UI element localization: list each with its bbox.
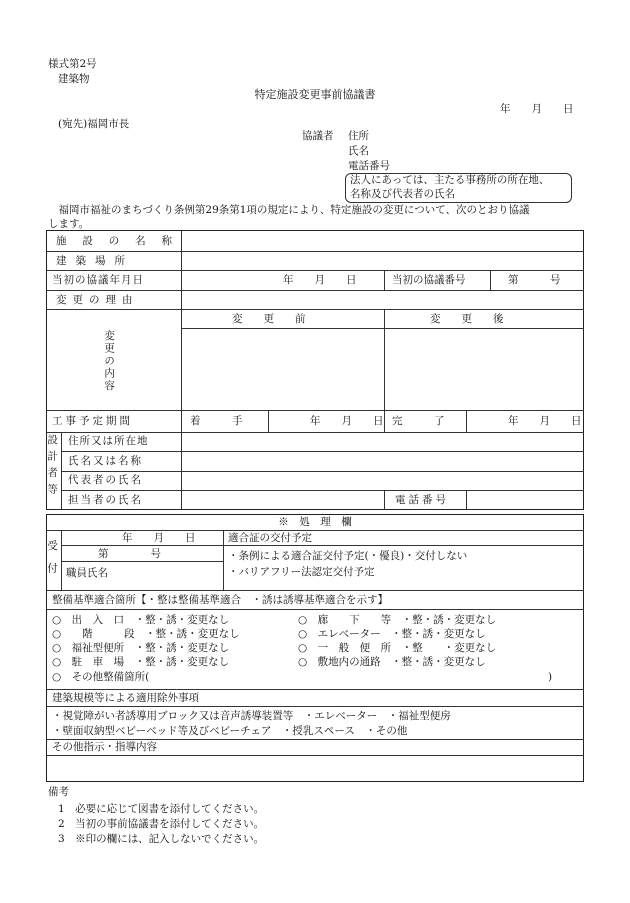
note-item-3: 3 ※印の欄には、記入しないでください。 <box>58 833 265 845</box>
phone-number-label: 電話番号 <box>395 494 449 506</box>
receipt-side-label: 受付 <box>46 540 59 585</box>
standard-stairs: ○ 階 段 ・整・誘・変更なし <box>52 628 240 640</box>
designer-name-label: 氏名又は名称 <box>68 455 143 467</box>
initial-date-label: 当初の協議年月日 <box>52 274 144 286</box>
applicant-label: 協議者 <box>302 130 334 142</box>
certificate-line1: ・条例による適合証交付予定(・優良)・交付しない <box>228 550 468 562</box>
change-reason-label: 変更の理由 <box>56 294 139 306</box>
standard-elevator: ○ エレベーター ・整・誘・変更なし <box>298 628 486 640</box>
initial-date-fill: 年 月 日 <box>283 274 357 286</box>
exclusion-line2: ・壁面収納型ベビーベッド等及びベビーチェア ・授乳スペース ・その他 <box>52 725 408 737</box>
notes-title: 備考 <box>48 786 69 798</box>
standard-welfare-toilet: ○ 福祉型便所 ・整・誘・変更なし <box>52 642 230 654</box>
complete-date-fill: 年 月 日 <box>508 415 582 427</box>
complete-label: 完 了 <box>392 415 445 427</box>
standard-general-toilet: ○ 一 般 便 所 ・整 ・変更なし <box>298 642 497 654</box>
standard-corridor: ○ 廊 下 等 ・整・誘・変更なし <box>298 614 497 626</box>
standards-title: 整備基準適合箇所【・整は整備基準適合 ・誘は誘導基準適合を示す】 <box>52 594 388 606</box>
addressee: (宛先)福岡市長 <box>58 118 130 130</box>
facility-name-label: 施 設 の 名 称 <box>56 235 172 247</box>
page-title: 特定施設変更事前協議書 <box>254 88 376 101</box>
construction-period-label: 工事予定期間 <box>52 415 133 427</box>
start-label: 着 手 <box>190 415 243 427</box>
corporate-note-line2: 名称及び代表者の氏名 <box>350 188 455 200</box>
staff-name-label: 職員氏名 <box>66 567 108 579</box>
exclusion-line1: ・視覚障がい者誘導用ブロック又は音声誘導装置等 ・エレベーター ・福祉型便房 <box>52 710 451 722</box>
receipt-number-fill: 第 号 <box>98 548 161 560</box>
phone-label: 電話番号 <box>348 160 390 172</box>
processing-title: ※ 処 理 欄 <box>278 516 352 528</box>
certificate-line2: ・バリアフリー法認定交付予定 <box>228 566 375 578</box>
standard-entrance: ○ 出 入 口 ・整・誘・変更なし <box>52 614 230 626</box>
initial-number-label: 当初の協議番号 <box>392 274 466 286</box>
standard-parking: ○ 駐 車 場 ・整・誘・変更なし <box>52 656 230 668</box>
designer-side-label: 設計者等 <box>46 434 59 500</box>
designer-address-label: 住所又は所在地 <box>68 435 149 447</box>
before-label: 変 更 前 <box>232 313 306 325</box>
after-label: 変 更 後 <box>430 313 504 325</box>
representative-label: 代表者の氏名 <box>68 474 143 486</box>
change-content-label: 変更の内容 <box>103 330 116 393</box>
building-site-label: 建築場所 <box>56 255 134 267</box>
standard-other-close: ) <box>548 671 553 683</box>
submission-date: 年 月 日 <box>500 103 574 115</box>
note-item-1: 1 必要に応じて図書を添付してください。 <box>58 803 265 815</box>
corporate-note-line1: 法人にあっては、主たる事務所の所在地、 <box>350 174 550 186</box>
other-instructions-label: その他指示・指導内容 <box>52 741 157 753</box>
initial-number-fill: 第 号 <box>508 274 561 286</box>
receipt-date-fill: 年 月 日 <box>122 532 196 544</box>
intro-line1: 福岡市福祉のまちづくり条例第29条第1項の規定により、特定施設の変更について、次のとおり協議 <box>48 204 530 216</box>
form-category: 建築物 <box>58 73 90 85</box>
name-label: 氏名 <box>348 145 369 157</box>
start-date-fill: 年 月 日 <box>310 415 384 427</box>
person-in-charge-label: 担当者の氏名 <box>68 494 143 506</box>
note-item-2: 2 当初の事前協議書を添付してください。 <box>58 818 265 830</box>
standard-other: ○ その他整備箇所( <box>52 671 150 683</box>
address-label: 住所 <box>348 130 369 142</box>
form-number: 様式第2号 <box>48 58 97 70</box>
exclusion-title: 建築規模等による適用除外事項 <box>52 692 199 704</box>
intro-line2: します。 <box>48 218 90 230</box>
standard-site-path: ○ 敷地内の通路 ・整・誘・変更なし <box>298 656 486 668</box>
certificate-title: 適合証の交付予定 <box>228 532 312 544</box>
